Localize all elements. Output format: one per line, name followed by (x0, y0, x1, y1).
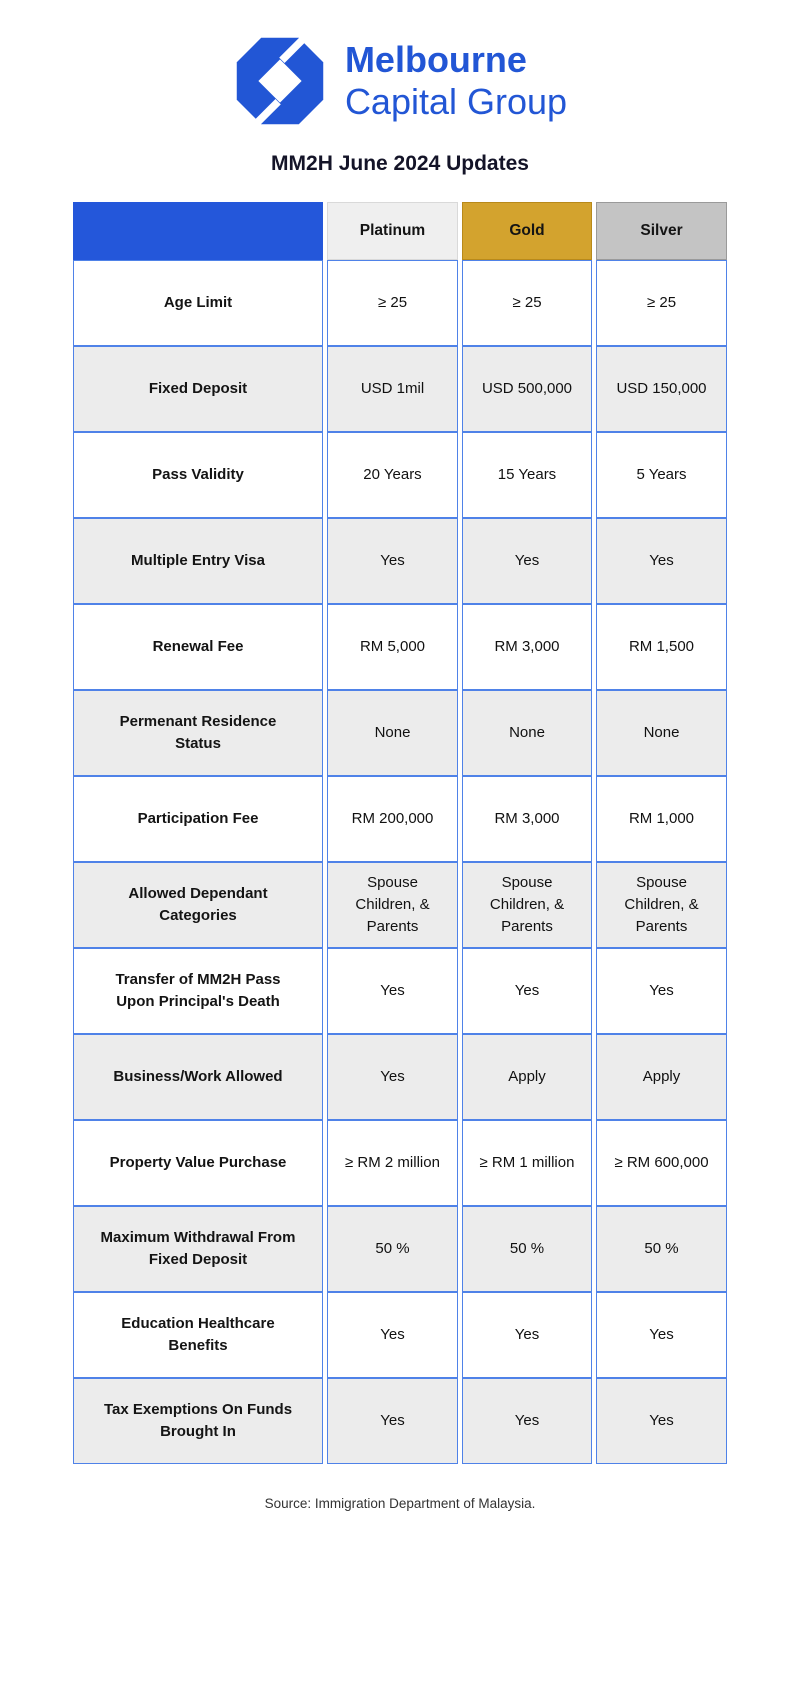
value-cell: Yes (462, 948, 592, 1034)
value-cell: 15 Years (462, 432, 592, 518)
column-header-gold: Gold (462, 202, 592, 260)
comparison-table (73, 202, 727, 1464)
value-cell: Apply (462, 1034, 592, 1120)
row-label: Business/Work Allowed (73, 1034, 323, 1120)
value-cell: USD 1mil (327, 346, 458, 432)
value-cell: USD 500,000 (462, 346, 592, 432)
brand-name-line2: Capital Group (344, 81, 568, 122)
value-cell: 50 % (596, 1206, 727, 1292)
value-cell: Yes (596, 1378, 727, 1464)
value-cell: 5 Years (596, 432, 727, 518)
value-cell: Yes (327, 1292, 458, 1378)
brand-header (0, 34, 800, 128)
row-label: Age Limit (73, 260, 323, 346)
source-note: Source: Immigration Department of Malaysia. (264, 1496, 536, 1511)
value-cell: RM 200,000 (327, 776, 458, 862)
value-cell: Yes (327, 518, 458, 604)
value-cell: USD 150,000 (596, 346, 727, 432)
value-cell: Yes (462, 1292, 592, 1378)
value-cell: ≥ RM 1 million (462, 1120, 592, 1206)
row-label: Permenant Residence Status (73, 690, 323, 776)
value-cell: None (327, 690, 458, 776)
page-title: MM2H June 2024 Updates (271, 152, 529, 175)
column-header-platinum: Platinum (327, 202, 458, 260)
column-header-blank (73, 202, 323, 260)
row-label: Education Healthcare Benefits (73, 1292, 323, 1378)
value-cell: ≥ 25 (596, 260, 727, 346)
value-cell: Spouse Children, & Parents (327, 862, 458, 948)
value-cell: Apply (596, 1034, 727, 1120)
value-cell: 50 % (327, 1206, 458, 1292)
row-label: Pass Validity (73, 432, 323, 518)
value-cell: Yes (596, 518, 727, 604)
value-cell: ≥ 25 (327, 260, 458, 346)
value-cell: Yes (327, 1378, 458, 1464)
value-cell: Yes (596, 948, 727, 1034)
value-cell: ≥ RM 2 million (327, 1120, 458, 1206)
value-cell: 20 Years (327, 432, 458, 518)
value-cell: Spouse Children, & Parents (462, 862, 592, 948)
row-label: Property Value Purchase (73, 1120, 323, 1206)
value-cell: ≥ 25 (462, 260, 592, 346)
row-label: Transfer of MM2H Pass Upon Principal's Death (73, 948, 323, 1034)
column-header-silver: Silver (596, 202, 727, 260)
value-cell: Yes (462, 1378, 592, 1464)
value-cell: Yes (327, 1034, 458, 1120)
value-cell: RM 3,000 (462, 604, 592, 690)
brand-wordmark (345, 39, 567, 123)
value-cell: RM 5,000 (327, 604, 458, 690)
value-cell: Yes (596, 1292, 727, 1378)
value-cell: RM 3,000 (462, 776, 592, 862)
value-cell: ≥ RM 600,000 (596, 1120, 727, 1206)
value-cell: None (462, 690, 592, 776)
value-cell: None (596, 690, 727, 776)
row-label: Maximum Withdrawal From Fixed Deposit (73, 1206, 323, 1292)
row-label: Renewal Fee (73, 604, 323, 690)
value-cell: Spouse Children, & Parents (596, 862, 727, 948)
row-label: Allowed Dependant Categories (73, 862, 323, 948)
brand-name-line1: Melbourne (344, 39, 527, 81)
value-cell: RM 1,000 (596, 776, 727, 862)
value-cell: Yes (327, 948, 458, 1034)
melbourne-capital-group-logo (233, 34, 327, 128)
row-label: Participation Fee (73, 776, 323, 862)
value-cell: Yes (462, 518, 592, 604)
row-label: Fixed Deposit (73, 346, 323, 432)
row-label: Multiple Entry Visa (73, 518, 323, 604)
row-label: Tax Exemptions On Funds Brought In (73, 1378, 323, 1464)
value-cell: 50 % (462, 1206, 592, 1292)
value-cell: RM 1,500 (596, 604, 727, 690)
